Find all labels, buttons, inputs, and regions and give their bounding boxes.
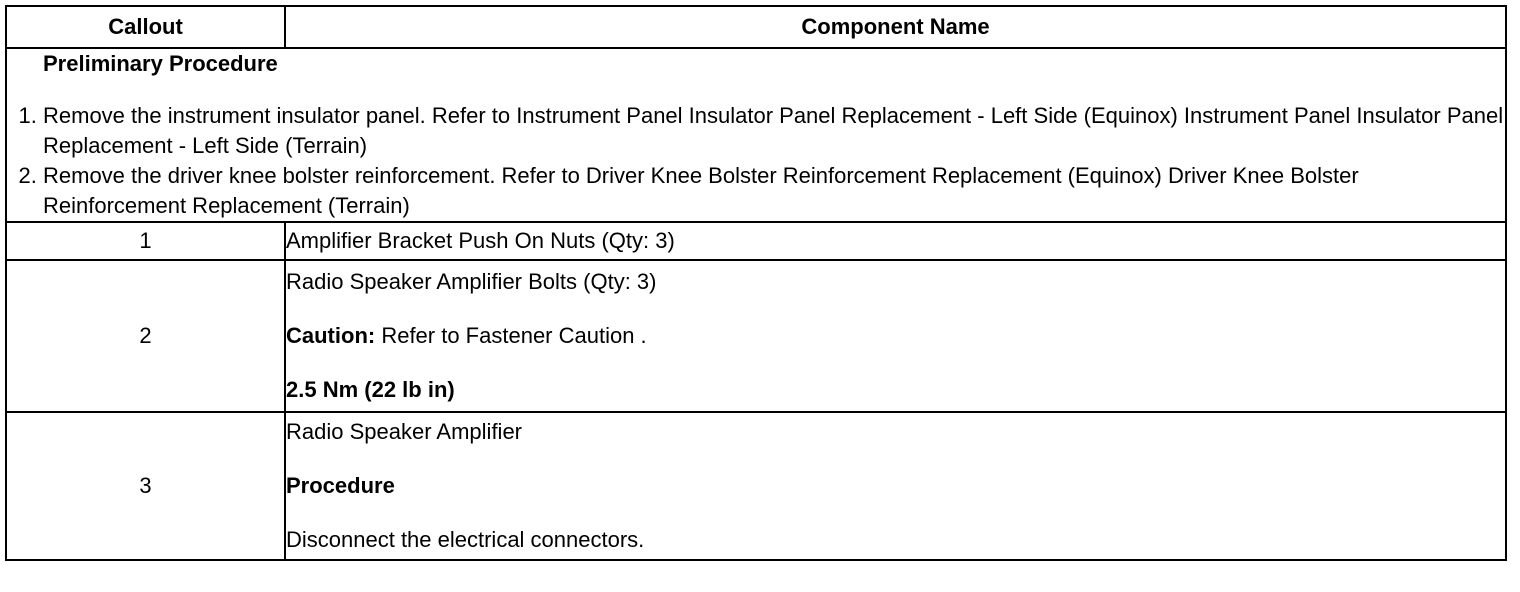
procedure-step: Disconnect the electrical connectors.	[286, 527, 645, 552]
table-header-row	[6, 6, 1506, 48]
table-row	[6, 222, 1506, 260]
caution-text: Refer to Fastener Caution .	[375, 323, 647, 348]
preliminary-procedure-title: Preliminary Procedure	[43, 51, 278, 76]
component-table	[5, 5, 1507, 561]
callout-header: Callout	[6, 6, 285, 48]
component-title: Amplifier Bracket Push On Nuts (Qty: 3)	[286, 228, 675, 253]
preliminary-row	[6, 48, 1506, 222]
table-row	[6, 412, 1506, 560]
component-name	[285, 222, 1506, 260]
component-name-header: Component Name	[285, 6, 1506, 48]
component-title: Radio Speaker Amplifier Bolts (Qty: 3)	[286, 269, 657, 294]
callout-number: 2	[6, 260, 285, 412]
callout-number: 1	[6, 222, 285, 260]
preliminary-procedure-cell	[6, 48, 1506, 222]
procedure-label: Procedure	[286, 473, 395, 498]
component-name	[285, 412, 1506, 560]
callout-number: 3	[6, 412, 285, 560]
preliminary-step: 1. Remove the instrument insulator panel. Refer to Instrument Panel Insulator Panel Replacement - Left Side (Equinox) Instrument Panel Insulator Panel Replacement - Left Side (Terrain)	[43, 101, 1505, 161]
preliminary-step: 2. Remove the driver knee bolster reinforcement. Refer to Driver Knee Bolster Reinforcement Replacement (Equinox) Driver Knee Bolster Reinforcement Replacement (Terrain)	[43, 161, 1505, 221]
component-name	[285, 260, 1506, 412]
table-row	[6, 260, 1506, 412]
preliminary-steps-list	[7, 101, 1505, 221]
component-title: Radio Speaker Amplifier	[286, 419, 523, 444]
caution-label: Caution:	[286, 323, 376, 348]
caution-note	[286, 321, 1505, 351]
torque-spec: 2.5 Nm (22 lb in)	[286, 377, 455, 402]
